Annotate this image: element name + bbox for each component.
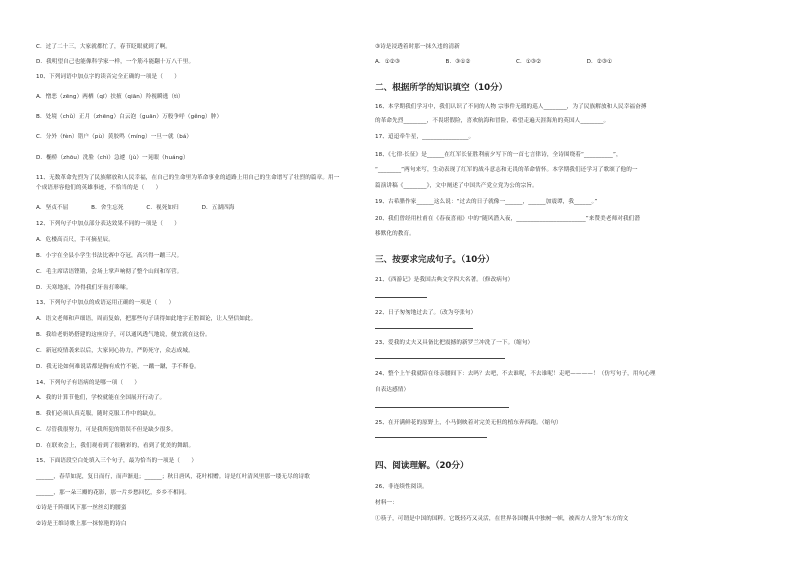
answer-blank-line[interactable]	[375, 328, 473, 329]
left-line: A．坚贞不屈 B．舍生忘死 C．视死如归 D．五湖四海	[36, 205, 235, 211]
left-line: D．在联欢会上，我们观看到了很精彩的，看到了优美的舞蹈。	[36, 443, 195, 449]
left-line: C．毛主席话语铿锵，会场上掌声响彻了整个山间和军营。	[36, 269, 183, 275]
left-line: D．天寒地冻，冷得我们牙齿打哆嗦。	[36, 285, 132, 291]
right-line: ③诗是浸透着时那一抹久违的清新	[375, 44, 460, 50]
right-line: 24、整个上午我就陪在母亲腰间下：去吗？去吧，不去谁呢，不去谁呢！走吧————！（仿写句子，用句心理	[375, 371, 656, 377]
right-line: 25、在开满鲜花的原野上，小马倒映着对完美无但的植东奔西跑。（缩句）	[375, 420, 562, 426]
left-line: C．分外（fèn）错户（pù）黄胶鸣（míng）一旦一就（bá）	[36, 134, 193, 140]
left-line: 11、无数革命先烈为了民族解放和人民幸福，在自己的生命里为革命事业的道路上用自己的生命谱写了壮烈的篇章。用一	[36, 175, 340, 181]
right-line: 篇演讲稿《________》，文中阐述了中国共产党立党为公的宗旨。	[375, 183, 538, 189]
section-2-title: 二、根据所学的知识填空（10分）	[375, 83, 508, 93]
right-line: 自表达感情）	[375, 387, 410, 393]
section-3-title: 三、按要求完成句子。（10分）	[375, 255, 495, 265]
left-line: 个成语形容他们的英雄事迹，不恰当的是（ ）	[36, 185, 162, 191]
right-line: 20、我们曾经用杜甫在《春夜喜雨》中的“随风潜入夜，________________________”来赞美老师对我们潜	[375, 216, 641, 222]
left-line: ______，那一朵三瓣的花影，那一片乡愁回忆，乡乡不相同。	[36, 490, 191, 496]
left-line: 15、下面语段空白处填入三个句子，最为恰当的一项是（ ）	[36, 458, 198, 464]
right-line: 的革命先烈________，不畏堪假险，喜欢航海和冒险，希望走遍天涯海角的英国人________。	[375, 118, 610, 124]
left-line: D．椭桥（zhōu）洗脸（chì）急遽（jù）一晃眼（huáng）	[36, 155, 189, 161]
left-line: A．危楼高百尺，手可摘星辰。	[36, 237, 114, 243]
left-line: D．我明望自己也能像科学家一样，一个筋斗能翻十万八千里。	[36, 59, 195, 65]
right-line: “________”两句来写，生动表现了红军的战斗意志和无畏的革命情怀。本学期我们还学习了歌颂了他的一	[375, 167, 638, 173]
left-line: ______，春草如泥，复日而行，而声渐退；______；秋日唐风，花叶相赠。诗是红叶清风里那一缕无尽的诗歌	[36, 474, 310, 480]
right-line: 23、爱我的丈夫又具备比把震撼的新罗兰冲洗了一下。（缩句）	[375, 340, 534, 346]
left-line: A．我的计算节他们，学校就能在全国展开行动了。	[36, 395, 166, 401]
right-line: ①筷子，可谓是中国的国粹。它既轻巧又灵活，在世界各国餐具中独树一帜，被西方人誉为“东方的文	[375, 516, 629, 522]
right-line: 移默化的教育。	[375, 231, 415, 237]
answer-blank-line[interactable]	[375, 437, 487, 438]
left-line: ②诗是王维诗歌上那一抹惊艳的诗白	[36, 521, 127, 527]
left-line: A．憎恶（zēng）两栖（qī）扶掖（qiān）羚视瞬逃（tì）	[36, 94, 184, 100]
left-line: B．我给老奶奶搭建的这座房子，可以通风透气地说，便宜就在这份。	[36, 332, 211, 338]
right-line: 16、本学期我们学习中，我们认识了不同的人物 宗事件无瑕的巡人________，为了民族解放和人民幸福奋搏	[375, 104, 647, 110]
right-line: 17、迢迢牵牛星，________________。	[375, 134, 475, 140]
left-line: B．我们必须认真克服，随时克服工作中的缺点。	[36, 411, 160, 417]
left-line: B．小宇在全县小学生书法比赛中夺冠，高兴得一蹦三尺。	[36, 253, 183, 259]
left-line: C．新冠疫情袭来以后，大家同心协力，严防死守，众志成城。	[36, 348, 194, 354]
left-line: 14、下列句子有语病的是哪一项（ ）	[36, 380, 141, 386]
right-line: A．①②③ B．③①② C．①③② D．②③①	[375, 59, 613, 65]
answer-blank-line[interactable]	[375, 358, 505, 359]
left-line: 10、下列词语中加点字的读音完全正确的一项是（ ）	[36, 74, 180, 80]
right-line: 22、日子匆匆地过去了。（改为夸张句）	[375, 310, 477, 316]
left-line: D．我无论如何难说话都是胸有成竹不能，一蹴一蹴，手不释卷。	[36, 364, 200, 370]
left-line: 13、下列句子中加点的成语运用正确的一项是（ ）	[36, 300, 175, 306]
left-line: A．语文老师和声细语，周而复始，把那些句子读得如此地字正腔圆论，让人坚信如此。	[36, 316, 257, 322]
right-line: 26、非连续性阅读。	[375, 484, 428, 490]
answer-blank-line[interactable]	[375, 297, 427, 298]
left-line: C．尽管我很努力，可是我所犯的错误不但是缺少很多。	[36, 427, 177, 433]
right-line: 21、《西游记》是我国古典文学四大名著。（修改病句）	[375, 277, 514, 283]
right-line: 19、古希腊作家______这么说：“过去的日子就像一______，______加震谭，我______。”	[375, 199, 598, 205]
right-line: 材料一：	[375, 500, 398, 506]
answer-blank-line[interactable]	[375, 407, 509, 408]
left-line: B．处境（chǔ）正月（zhēng）白云泡（guān）万般争呼（gěng）肿）	[36, 114, 223, 120]
section-4-title: 四、阅读理解。（20分）	[375, 461, 469, 471]
left-line: ①诗是千阵细风下那一丝丝幻的腰蛮	[36, 505, 127, 511]
left-line: C．过了二十三，大家就都忙了，春节眨眼就到了啊。	[36, 44, 171, 50]
left-line: 12、下列句子中加点部分表达效果不同的一项是（ ）	[36, 221, 180, 227]
right-line: 18、《七律·长征》是______在红军长征胜利前夕写下的一首七言律诗，全诗围绕着“__________”，	[375, 152, 622, 158]
